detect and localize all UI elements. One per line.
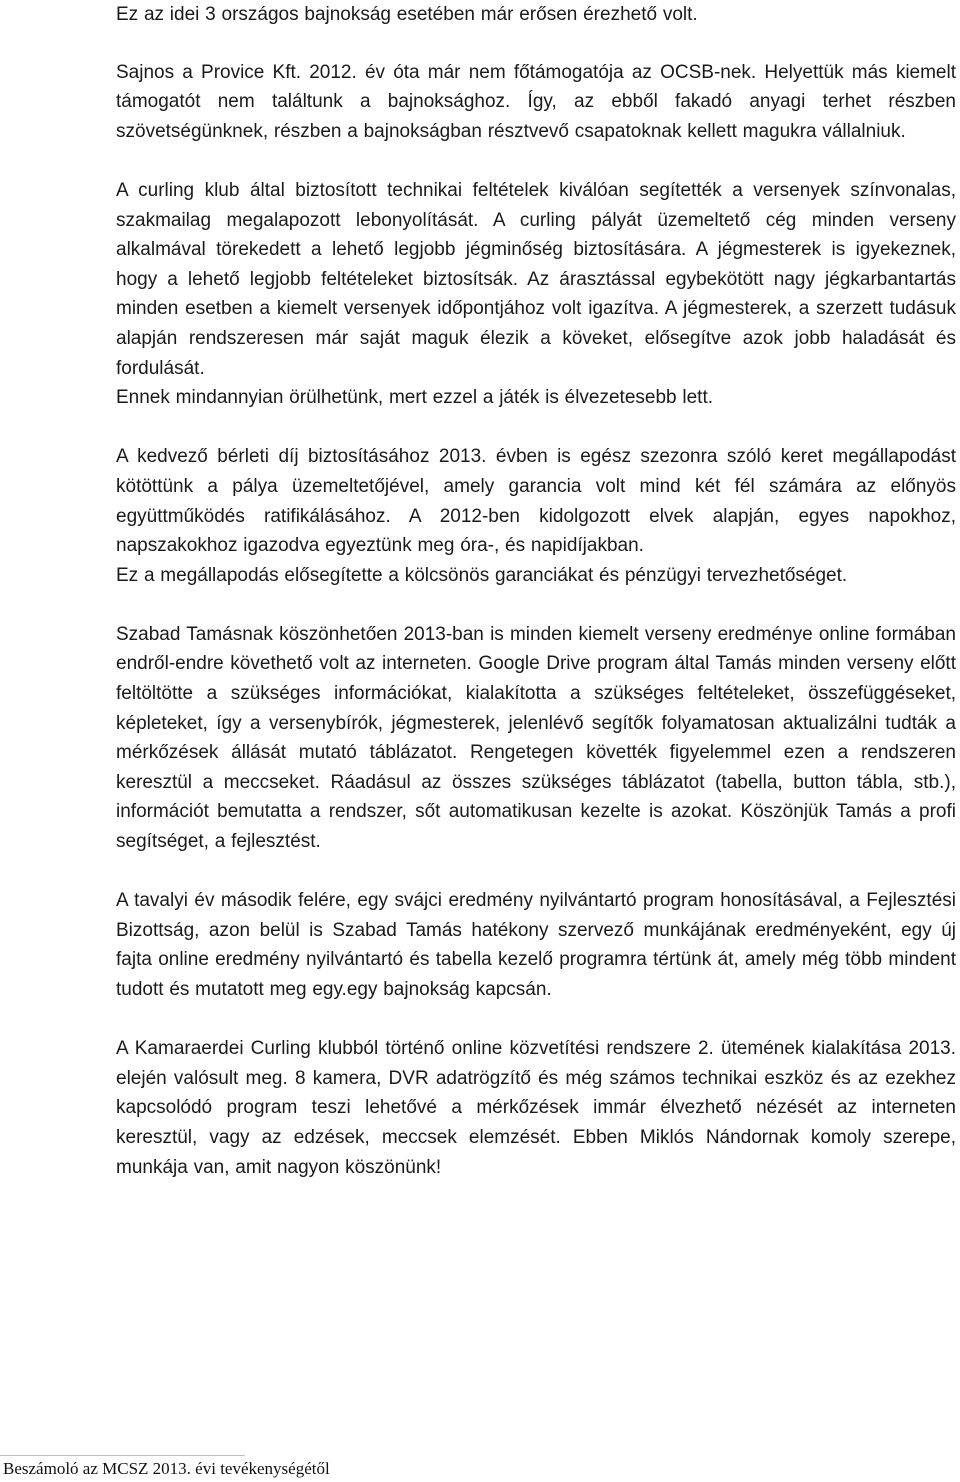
paragraph-text: Sajnos a Provice Kft. 2012. év óta már nem főtámogatója az OCSB-nek. Helyettük más kiemelt támogatót nem találtunk a bajnoksághoz. Így, az ebből fakadó anyagi terhet részben szövetségünknek, részben a bajnokságban résztvevő csapatoknak kellett magukra vállalniuk. xyxy=(116,61,956,142)
paragraph-text: A tavalyi év második felére, egy svájci eredmény nyilvántartó program honosításával, a Fejlesztési Bizottság, azon belül is Szabad Tamás hatékony szervező munkájának eredményeként, egy új fajta online eredmény nyilvántartó és tabella kezelő programra tértünk át, amely még több mindent tudott és mutatott meg egy.egy bajnokság kapcsán. xyxy=(116,890,956,1000)
paragraph-1 xyxy=(116,0,956,30)
paragraph-text: A Kamaraerdei Curling klubból történő online közvetítési rendszere 2. ütemének kialakítása 2013. elején valósult meg. 8 kamera, DVR adatrögzítő és még számos technikai eszköz és az ezekhez kapcsolódó program teszi lehetővé a mérkőzések immár élvezhető nézését az interneten keresztül, vagy az edzések, meccsek elemzését. Ebben Miklós Nándornak komoly szerepe, munkája van, amit nagyon köszönünk! xyxy=(116,1038,956,1178)
paragraph-7 xyxy=(116,1034,956,1182)
paragraph-text: Ez a megállapodás elősegítette a kölcsönös garanciákat és pénzügyi tervezhetőséget. xyxy=(116,564,848,586)
paragraph-text: Ennek mindannyian örülhetünk, mert ezzel a játék is élvezetesebb lett. xyxy=(116,387,713,409)
paragraph-text: A kedvező bérleti díj biztosításához 2013. évben is egész szezonra szóló keret megállapodást kötöttünk a pálya üzemeltetőjével, amely garancia volt mind két fél számára az előnyös együttműködés ratifikálásához. A 2012-ben kidolgozott elvek alapján, egyes napokhoz, napszakokhoz igazodva egyeztünk meg óra-, és napidíjakban. xyxy=(116,446,956,557)
paragraph-5 xyxy=(116,620,956,857)
paragraph-3 xyxy=(116,176,956,413)
paragraph-6 xyxy=(116,886,956,1004)
paragraph-2 xyxy=(116,58,956,147)
paragraph-text: Ez az idei 3 országos bajnokság esetében már erősen érezhető volt. xyxy=(116,4,698,25)
page-footer: Beszámoló az MCSZ 2013. évi tevékenységétől xyxy=(3,1459,330,1478)
footer-divider xyxy=(0,1455,245,1456)
paragraph-4 xyxy=(116,442,956,590)
paragraph-text: Szabad Tamásnak köszönhetően 2013-ban is minden kiemelt verseny eredménye online formában endről-endre követhető volt az interneten. Google Drive program által Tamás minden verseny előtt feltöltötte a szükséges információkat, kialakította a szükséges feltételeket, összefüggéseket, képleteket, így a versenybírók, jégmesterek, jelenlévő segítők folyamatosan aktualizálni tudták a mérkőzések állását mutató táblázatot. Rengetegen követték figyelemmel ezen a rendszeren keresztül a meccseket. Ráadásul az összes szükséges táblázatot (tabella, button tábla, stb.), információt bemutatta a rendszer, sőt automatikusan kezelte is azokat. Köszönjük Tamás a profi segítséget, a fejlesztést. xyxy=(116,623,956,853)
paragraph-text: A curling klub által biztosított technikai feltételek kiválóan segítették a versenyek színvonalas, szakmailag megalapozott lebonyolítását. A curling pályát üzemeltető cég minden verseny alkalmával törekedett a lehető legjobb jégminőség biztosítására. A jégmesterek is igyekeznek, hogy a lehető legjobb feltételeket biztosítsák. Az árasztással egybekötött nagy jégkarbantartás minden esetben a kiemelt versenyek időpontjához volt igazítva. A jégmesterek, a szerzett tudásuk alapján rendszeresen már saját maguk élezik a köveket, elősegítve azok jobb haladását és fordulását. xyxy=(116,179,956,379)
document-body xyxy=(116,0,956,1212)
